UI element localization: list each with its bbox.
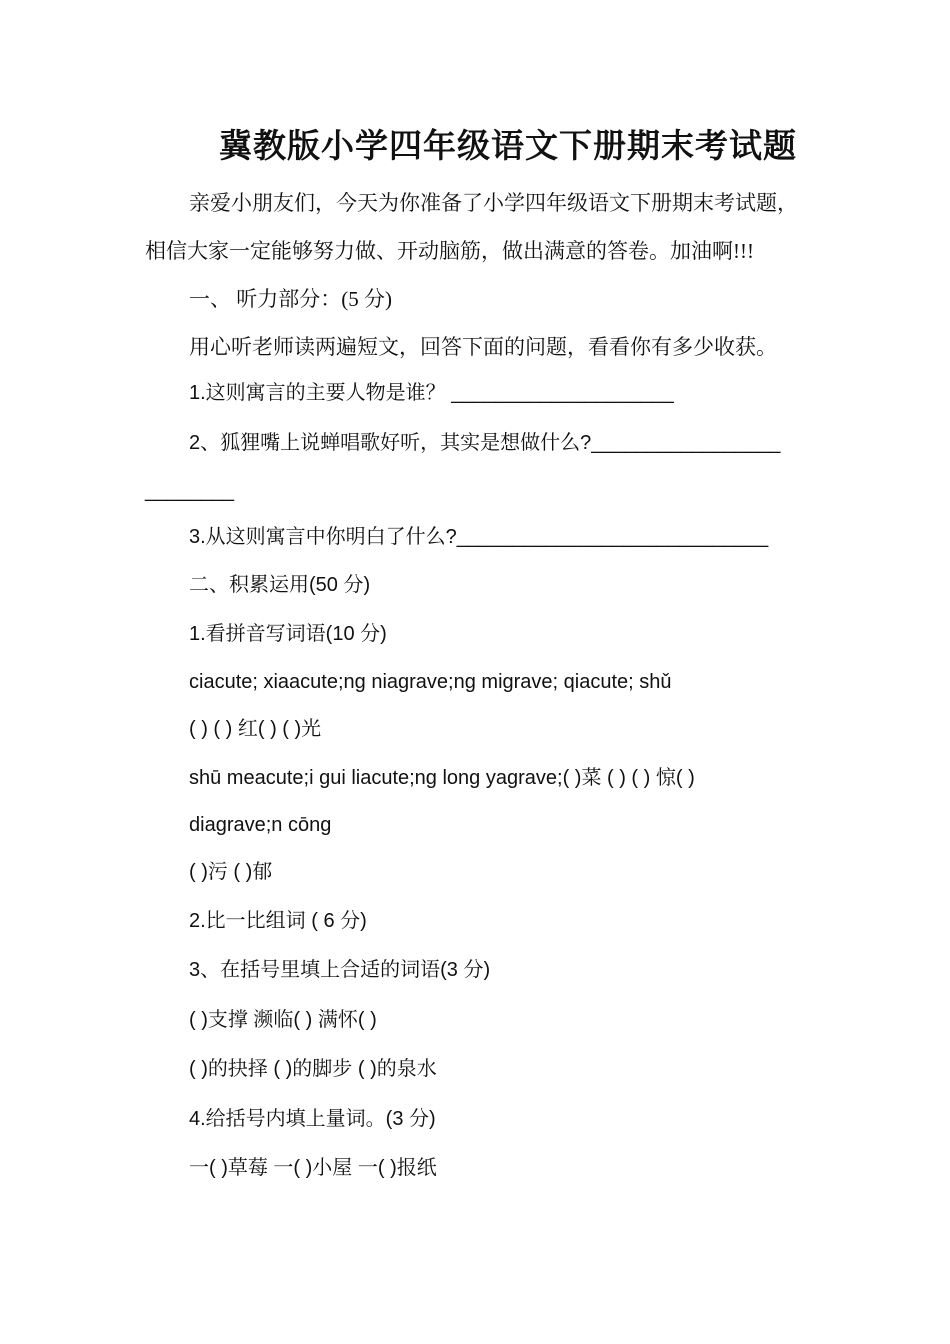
intro-line-1: 亲爱小朋友们，今天为你准备了小学四年级语文下册期末考试题，: [189, 191, 798, 215]
question-1-2: 2、狐狸嘴上说蝉唱歌好听，其实是想做什么?_________________: [189, 432, 781, 454]
question-2-4-line-1: 一( )草莓 一( )小屋 一( )报纸: [189, 1157, 437, 1179]
question-2-2-heading: 2.比一比组词 ( 6 分): [189, 910, 367, 932]
question-1-3: 3.从这则寓言中你明白了什么?____________________________: [189, 526, 769, 548]
question-2-1-heading: 1.看拼音写词语(10 分): [189, 623, 387, 645]
question-2-4-heading: 4.给括号内填上量词。(3 分): [189, 1108, 436, 1130]
question-1-1: 1.这则寓言的主要人物是谁？ ____________________: [189, 382, 674, 404]
blank-line-1: ( ) ( ) 红( ) ( )光: [189, 718, 322, 740]
question-2-3-heading: 3、在括号里填上合适的词语(3 分): [189, 959, 491, 981]
pinyin-line-3: diagrave;n cōng: [189, 814, 332, 836]
pinyin-line-2: shū meacute;i gui liacute;ng long yagrave;( )菜 ( ) ( ) 惊( ): [189, 767, 695, 789]
section-1-instruction: 用心听老师读两遍短文，回答下面的问题，看看你有多少收获。: [189, 335, 777, 359]
question-1-2-continuation: ________: [145, 480, 234, 502]
section-1-heading: 一、 听力部分：(5 分): [189, 287, 392, 311]
page-title: 冀教版小学四年级语文下册期末考试题: [219, 129, 797, 165]
question-2-3-line-2: ( )的抉择 ( )的脚步 ( )的泉水: [189, 1058, 437, 1080]
intro-line-2: 相信大家一定能够努力做、开动脑筋，做出满意的答卷。加油啊!!!: [145, 239, 754, 263]
question-2-3-line-1: ( )支撑 濒临( ) 满怀( ): [189, 1009, 377, 1031]
blank-line-2: ( )污 ( )郁: [189, 861, 273, 883]
section-2-heading: 二、积累运用(50 分): [189, 574, 371, 596]
pinyin-line-1: ciacute; xiaacute;ng niagrave;ng migrave; qiacute; shǔ: [189, 671, 672, 693]
